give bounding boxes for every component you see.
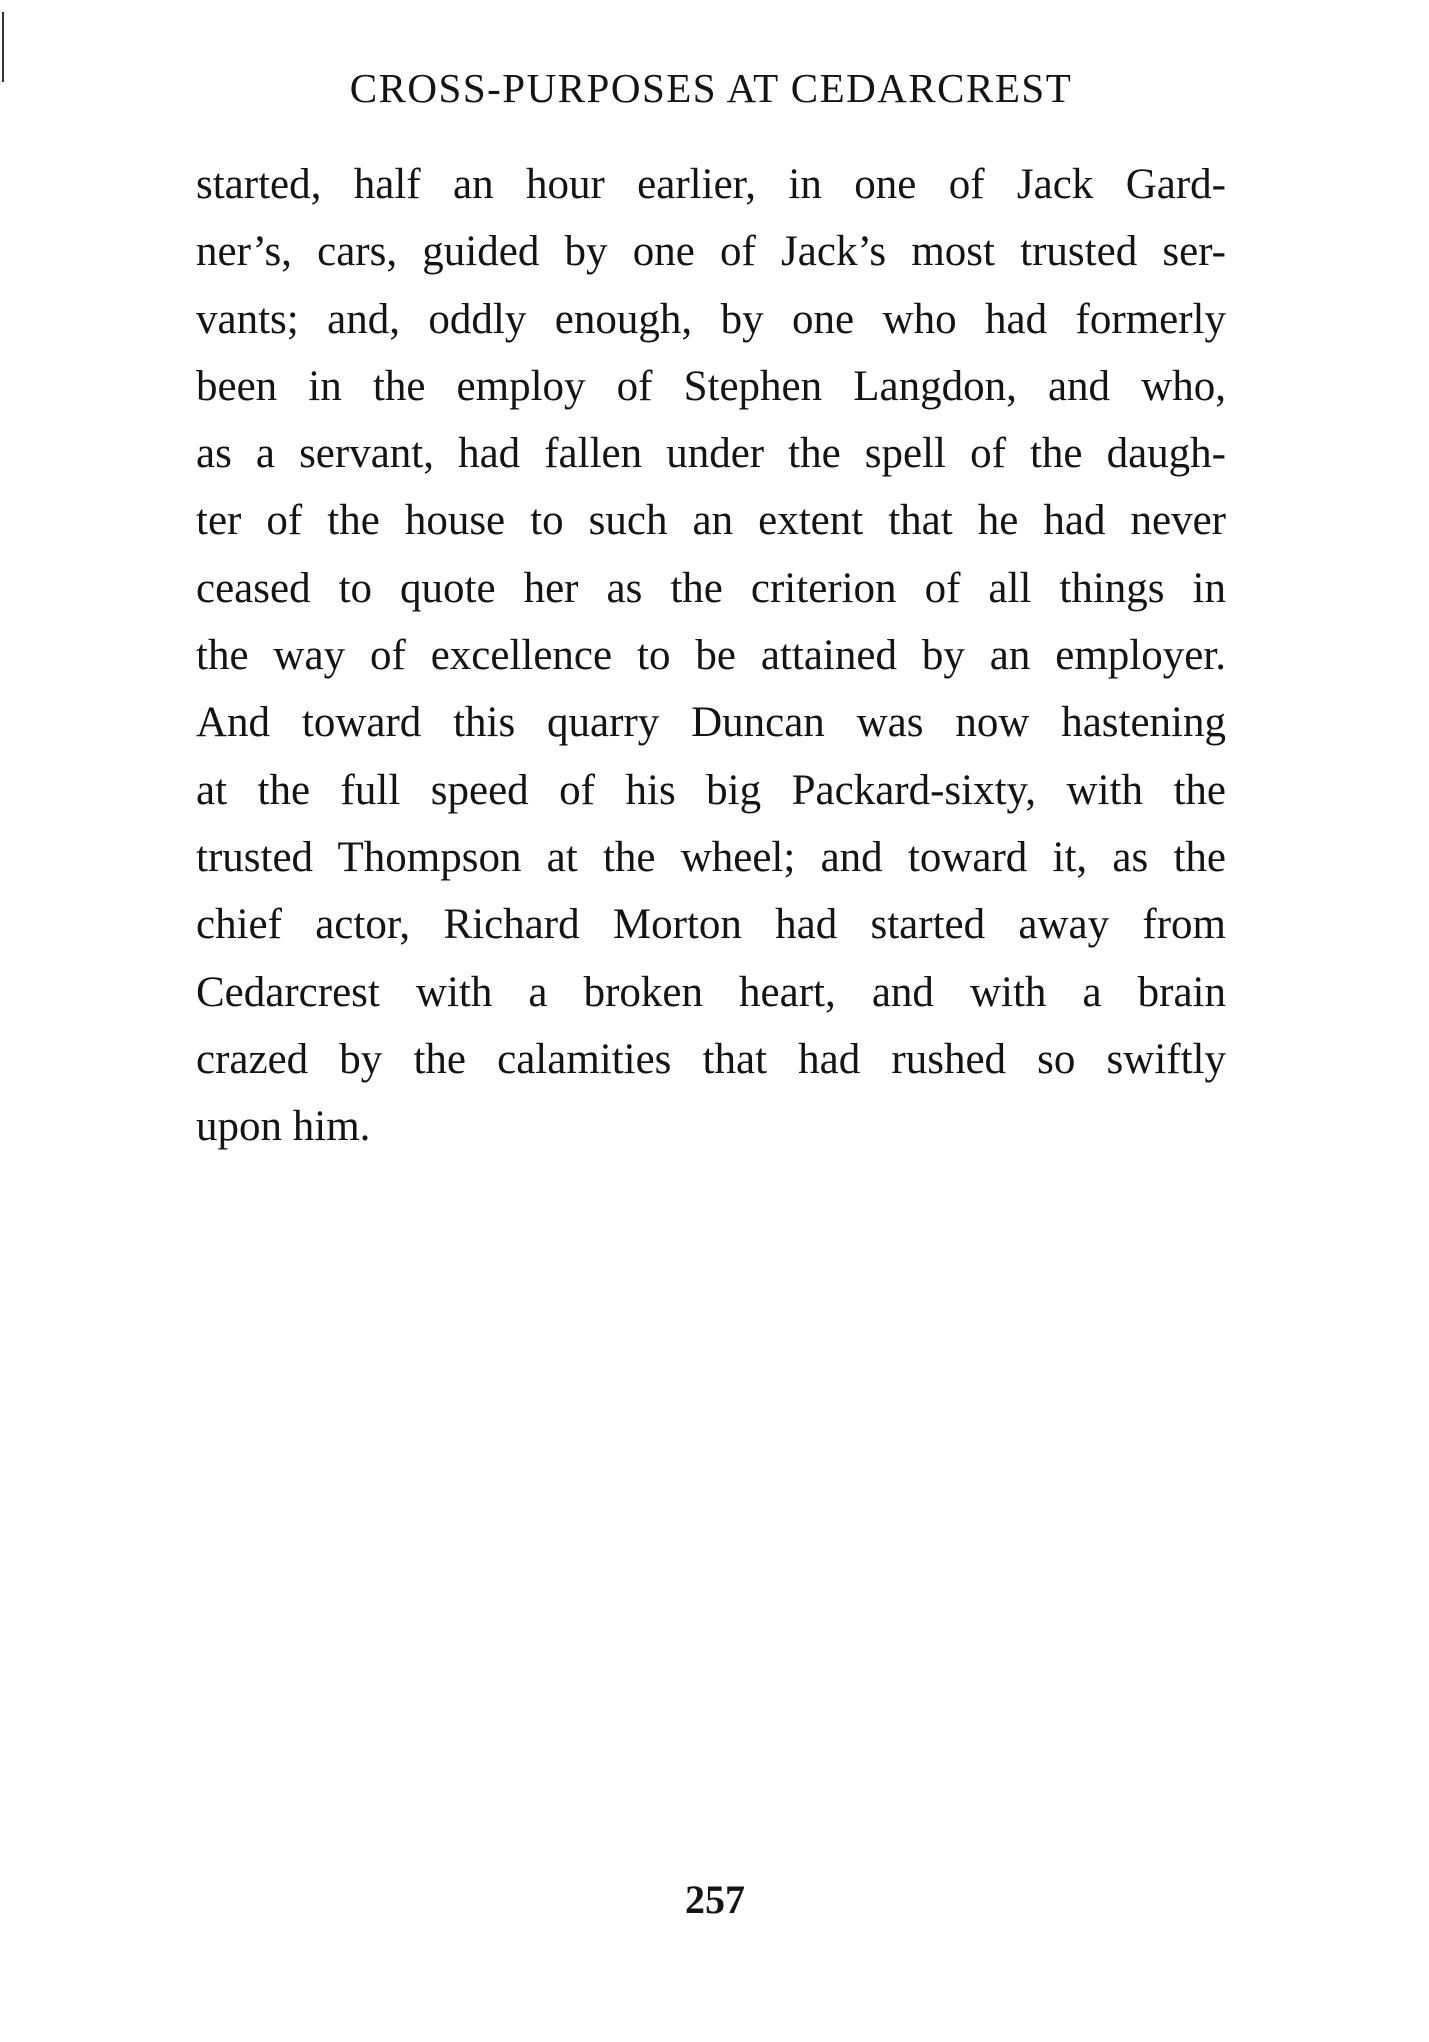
text-line: ter of the house to such an extent that he had never (196, 497, 1226, 545)
text-line: the way of excellence to be attained by an employer. (196, 632, 1226, 680)
text-line: ceased to quote her as the criterion of all things in (196, 564, 1226, 612)
text-line: started, half an hour earlier, in one of Jack Gard- (196, 161, 1226, 208)
text-line: vants; and, oddly enough, by one who had formerly (196, 295, 1226, 343)
body-text (196, 151, 1226, 1160)
text-line: as a servant, had fallen under the spell of the daugh- (196, 430, 1226, 478)
text-line: been in the employ of Stephen Langdon, and who, (196, 362, 1226, 410)
binding-edge-mark (2, 12, 4, 82)
text-line: at the full speed of his big Packard-sixty, with the (196, 766, 1226, 814)
text-line: crazed by the calamities that had rushed so swiftly (196, 1035, 1226, 1083)
text-line-last: upon him. (196, 1103, 371, 1151)
text-line: And toward this quarry Duncan was now hastening (196, 699, 1226, 747)
text-line: ner’s, cars, guided by one of Jack’s most trusted ser- (196, 228, 1226, 276)
text-line: trusted Thompson at the wheel; and toward it, as the (196, 833, 1226, 881)
text-line: Cedarcrest with a broken heart, and with a brain (196, 968, 1226, 1016)
page-number: 257 (685, 1877, 745, 1922)
running-header: CROSS-PURPOSES AT CEDARCREST (349, 65, 1073, 111)
text-line: chief actor, Richard Morton had started away from (196, 901, 1226, 949)
